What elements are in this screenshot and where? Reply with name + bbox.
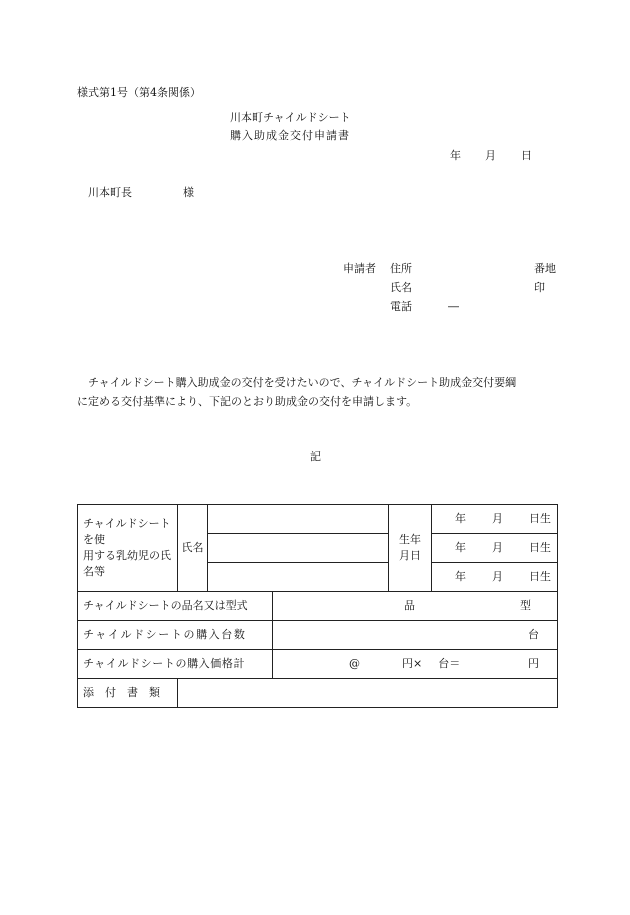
- ki-heading: 記: [310, 450, 321, 463]
- child-name-field-2[interactable]: [208, 534, 389, 563]
- birth-label-cell: [389, 505, 432, 592]
- phone-label: 電話: [390, 300, 412, 313]
- price-units-equals: 台＝: [438, 657, 461, 671]
- name-label-cell: [178, 505, 208, 592]
- birth-day-3: 日生: [529, 570, 551, 584]
- date-day: 日: [521, 149, 532, 162]
- child-name-field-3[interactable]: [208, 563, 389, 592]
- birth-month-3: 月: [492, 570, 503, 584]
- name-label: 氏名: [390, 281, 412, 294]
- birth-year-3: 年: [455, 570, 466, 584]
- addressee-name: 川本町長: [88, 186, 132, 199]
- child-label-line2: 用する乳幼児の氏名等: [83, 549, 171, 578]
- birth-year-1: 年: [455, 512, 466, 526]
- applicant-label: 申請者: [343, 262, 376, 275]
- price-label-cell: [78, 650, 273, 679]
- address-suffix: 番地: [534, 262, 556, 275]
- count-unit: 台: [528, 628, 539, 642]
- count-label-cell: [78, 621, 273, 650]
- birth-month-2: 月: [492, 541, 503, 555]
- seal-mark: 印: [534, 281, 545, 294]
- birth-year-2: 年: [455, 541, 466, 555]
- model-kata: 型: [520, 599, 531, 613]
- price-yen-times: 円×: [402, 657, 423, 671]
- price-at: @: [349, 657, 360, 671]
- model-field[interactable]: [273, 592, 558, 621]
- attach-field[interactable]: [178, 679, 558, 708]
- form-number: 様式第1号（第4条関係）: [77, 86, 201, 99]
- count-label: チャイルドシートの購入台数: [83, 628, 247, 642]
- birth-day-2: 日生: [529, 541, 551, 555]
- address-label: 住所: [390, 262, 412, 275]
- birth-label-line2: 月日: [399, 549, 421, 562]
- date-year: 年: [450, 149, 461, 162]
- child-label-line1: チャイルドシートを使: [83, 517, 171, 547]
- birth-label-line1: 生年: [399, 533, 421, 547]
- price-label: チャイルドシートの購入価格計: [83, 657, 246, 671]
- addressee-honorific: 様: [183, 186, 194, 199]
- form-title-line2: 購入助成金交付申請書: [230, 129, 350, 142]
- attach-label-cell: [78, 679, 178, 708]
- body-line2: に定める交付基準により、下記のとおり助成金の交付を申請します。: [77, 395, 418, 408]
- application-table: [77, 504, 558, 708]
- count-field[interactable]: [273, 621, 558, 650]
- attach-label: 添 付 書 類: [83, 686, 160, 700]
- birth-day-1: 日生: [529, 512, 551, 526]
- birth-date-field-2[interactable]: [432, 534, 558, 563]
- model-label: チャイルドシートの品名又は型式: [83, 599, 248, 613]
- birth-date-field-3[interactable]: [432, 563, 558, 592]
- child-label-cell: [78, 505, 178, 592]
- form-title-line1: 川本町チャイルドシート: [230, 111, 351, 124]
- model-hin: 品: [404, 599, 415, 613]
- model-label-cell: [78, 592, 273, 621]
- price-yen: 円: [528, 657, 539, 671]
- body-line1: チャイルドシート購入助成金の交付を受けたいので、チャイルドシート助成金交付要綱: [88, 376, 517, 389]
- birth-date-field-1[interactable]: [432, 505, 558, 534]
- birth-month-1: 月: [492, 512, 503, 526]
- phone-dash: ―: [448, 300, 459, 313]
- child-name-field-1[interactable]: [208, 505, 389, 534]
- price-field[interactable]: [273, 650, 558, 679]
- date-month: 月: [485, 149, 496, 162]
- name-label-text: 氏名: [181, 541, 204, 555]
